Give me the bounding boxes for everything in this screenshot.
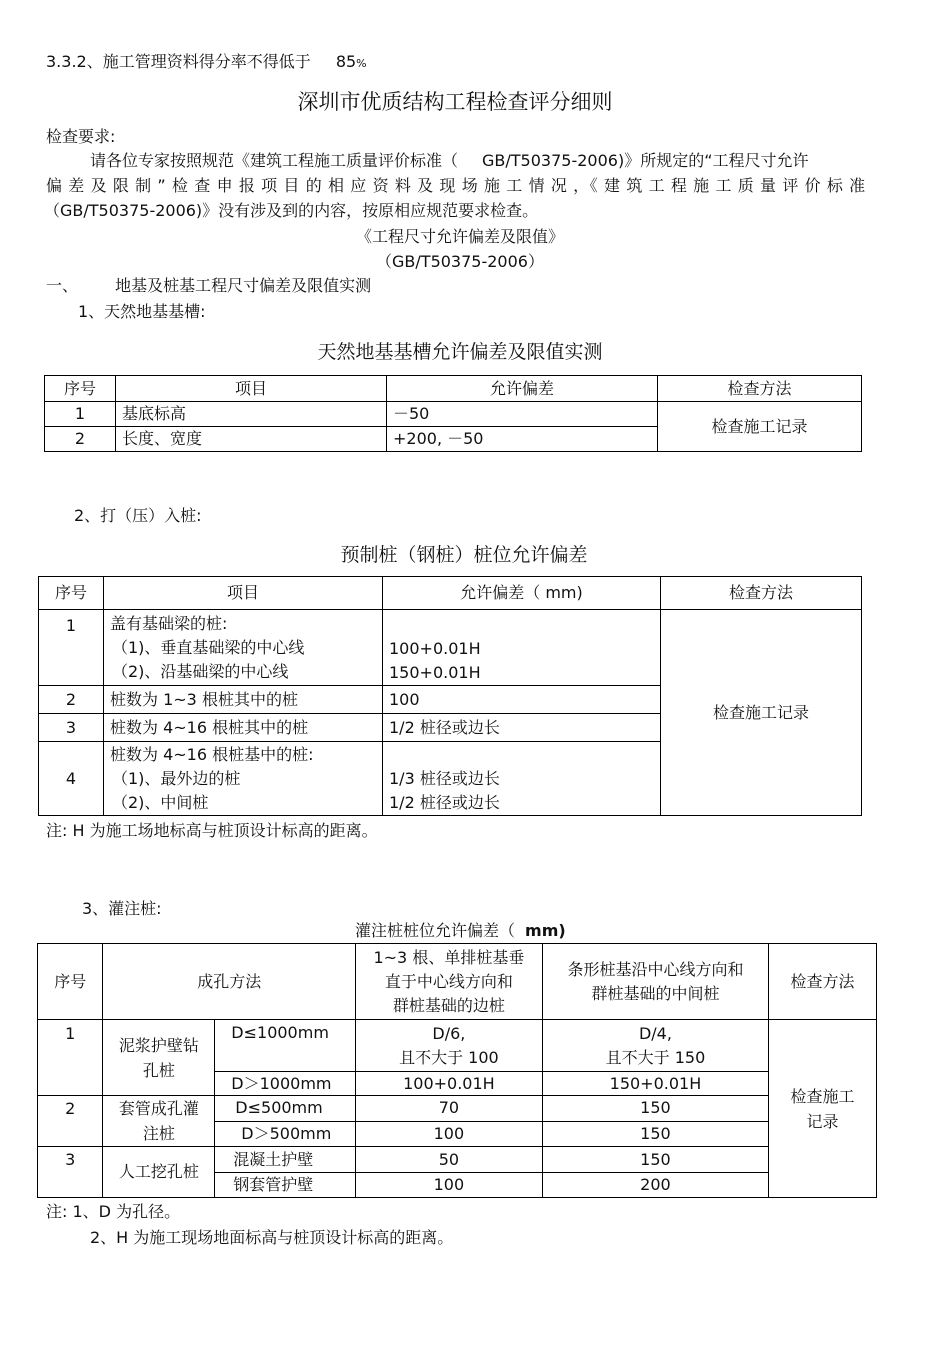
table-3-cell-cond: 混凝土护壁 [215, 1147, 356, 1173]
table-3-cell-no: 2 [38, 1096, 103, 1147]
subsection-2: 2、打（压）入桩: [74, 506, 202, 525]
table-3-cell-name [103, 1020, 215, 1096]
table-3-header-col1-line: 群桩基础的边桩 [392, 995, 505, 1015]
table-1-header-method: 检查方法 [658, 376, 862, 402]
table-3-note-1: 注: 1、D 为孔径。 [46, 1202, 181, 1221]
table-2-header-method: 检查方法 [661, 577, 862, 610]
table-2-cell-item: 桩数为 1~3 根桩其中的桩 [104, 686, 383, 714]
table-1-header-dev: 允许偏差 [387, 376, 658, 402]
table-2-cell-item [104, 610, 383, 686]
table-1-cell-dev: +200, －50 [387, 427, 658, 452]
table-3 [37, 943, 877, 1198]
requirements-code: GB/T50375-2006)》所规定的“工程尺寸允许 [482, 151, 809, 170]
table-2-header-dev: 允许偏差（ mm) [383, 577, 661, 610]
subsection-1: 1、天然地基基槽: [78, 302, 206, 321]
table-2-cell-dev: 100 [383, 686, 661, 714]
table-3-header-check: 检查方法 [769, 944, 877, 1020]
table-2 [38, 576, 862, 816]
requirements-para-1 [90, 151, 808, 171]
table-3-cell-cond: D＞1000mm [215, 1072, 356, 1096]
table-2-header-no: 序号 [39, 577, 104, 610]
table-row [39, 610, 862, 686]
table-3-cell-v2 [542, 1020, 768, 1072]
table-3-header-method: 成孔方法 [103, 944, 356, 1020]
table-row [38, 1096, 877, 1122]
table-3-cell-cond: D≤500mm [215, 1096, 356, 1122]
table-2-item-main: 桩数为 4~16 根桩基中的桩: [110, 744, 314, 764]
requirements-para-3: （GB/T50375-2006)》没有涉及到的内容，按原相应规范要求检查。 [44, 201, 539, 220]
table-3-cell-check [769, 1020, 877, 1198]
table-3-header-col2-line: 群桩基础的中间桩 [591, 983, 720, 1003]
table-2-cell-item: 桩数为 4~16 根桩其中的桩 [104, 714, 383, 742]
table-1-header-no: 序号 [45, 376, 116, 402]
table-3-cell-v2: 150 [542, 1096, 768, 1122]
table-3-name-line: 注桩 [142, 1124, 175, 1143]
table-3-v2-line: D/4, [638, 1023, 672, 1043]
requirements-text-a: 请各位专家按照规范《建筑工程施工质量评价标准（ [90, 151, 459, 170]
table-3-header-col1-line: 直于中心线方向和 [384, 971, 513, 991]
standard-code: （GB/T50375-2006） [376, 252, 544, 271]
table-3-cell-v2: 200 [542, 1173, 768, 1198]
clause-value: 85 [335, 52, 357, 71]
table-3-header-col1 [355, 944, 542, 1020]
table-2-cell-dev [383, 610, 661, 686]
requirements-para-2: 偏 差 及 限 制 ” 检 查 申 报 项 目 的 相 应 资 料 及 现 场 施 工 情 况 ，《 建 筑 工 程 施 工 质 量 评 价 标 准 [46, 176, 866, 195]
table-1-cell-no: 1 [45, 402, 116, 427]
table-1-cell-item: 基底标高 [116, 402, 387, 427]
table-3-cell-v1: 50 [355, 1147, 542, 1173]
table-3-check-line: 检查施工 [790, 1086, 855, 1106]
document-title: 深圳市优质结构工程检查评分细则 [297, 90, 613, 114]
table-row [45, 402, 862, 427]
table-3-v1-line: 且不大于 100 [399, 1047, 499, 1067]
table-3-title [355, 921, 566, 941]
table-3-title-unit: mm) [525, 921, 566, 940]
table-2-cell-dev [383, 742, 661, 816]
table-2-item-sub: （2)、中间桩 [112, 792, 209, 812]
table-2-item-sub: （1)、最外边的桩 [112, 768, 241, 788]
table-1-cell-method: 检查施工记录 [658, 402, 862, 452]
table-1 [44, 375, 862, 452]
table-2-header-item: 项目 [104, 577, 383, 610]
table-3-cell-v1: 100 [355, 1121, 542, 1147]
clause-unit: % [356, 57, 367, 70]
table-3-header-no: 序号 [38, 944, 103, 1020]
table-2-note: 注: H 为施工场地标高与桩顶设计标高的距离。 [46, 821, 378, 840]
table-3-header-col2 [542, 944, 768, 1020]
table-3-cell-v1: 70 [355, 1096, 542, 1122]
table-3-cell-no: 3 [38, 1147, 103, 1198]
table-3-cell-v1 [355, 1020, 542, 1072]
table-2-cell-no: 1 [39, 610, 104, 686]
table-3-cell-v1: 100+0.01H [355, 1072, 542, 1096]
table-3-name-line: 泥浆护壁钻 [118, 1035, 199, 1055]
table-3-cell-name: 人工挖孔桩 [103, 1147, 215, 1198]
table-2-cell-item [104, 742, 383, 816]
table-1-cell-item: 长度、宽度 [116, 427, 387, 452]
section-1-heading [46, 276, 371, 296]
table-3-cell-name [103, 1096, 215, 1147]
table-3-check-line: 记录 [806, 1111, 839, 1131]
table-3-v1-line: D/6, [432, 1023, 466, 1043]
table-1-cell-no: 2 [45, 427, 116, 452]
table-3-v2-line: 且不大于 150 [605, 1047, 706, 1067]
table-2-cell-no: 4 [39, 742, 104, 816]
table-2-dev-line: 1/2 桩径或边长 [389, 793, 500, 812]
table-2-item-main: 盖有基础梁的桩: [110, 613, 228, 633]
table-2-cell-method: 检查施工记录 [661, 610, 862, 816]
table-2-dev-line: 100+0.01H [389, 639, 481, 658]
standard-title: 《工程尺寸允许偏差及限值》 [355, 227, 564, 246]
table-row [38, 1147, 877, 1173]
table-2-cell-no: 2 [39, 686, 104, 714]
table-2-dev-line: 1/3 桩径或边长 [389, 769, 500, 788]
table-2-title: 预制桩（钢桩）桩位允许偏差 [340, 544, 588, 566]
table-2-cell-no: 3 [39, 714, 104, 742]
table-row [38, 1020, 877, 1072]
table-3-cell-no: 1 [38, 1020, 103, 1096]
table-2-item-sub: （2)、沿基础梁的中心线 [112, 661, 289, 681]
table-3-header-col2-line: 条形桩基沿中心线方向和 [567, 959, 744, 979]
section-1-title: 地基及桩基工程尺寸偏差及限值实测 [115, 276, 372, 295]
table-3-cell-cond: D＞500mm [215, 1121, 356, 1147]
table-2-cell-dev: 1/2 桩径或边长 [383, 714, 661, 742]
table-2-item-sub: （1)、垂直基础梁的中心线 [112, 637, 305, 657]
table-1-cell-dev: －50 [387, 402, 658, 427]
table-2-dev-line: 150+0.01H [389, 663, 481, 682]
table-3-note-2: 2、H 为施工现场地面标高与桩顶设计标高的距离。 [90, 1228, 454, 1247]
table-3-title-text: 灌注桩桩位允许偏差（ [355, 921, 516, 940]
table-3-cell-v2: 150 [542, 1121, 768, 1147]
table-3-cell-cond: 钢套管护壁 [215, 1173, 356, 1198]
clause-line [46, 52, 367, 74]
clause-text: 3.3.2、施工管理资料得分率不得低于 [46, 52, 311, 71]
section-1-number: 一、 [46, 276, 79, 295]
table-3-header-col1-line: 1~3 根、单排桩基垂 [373, 947, 525, 967]
table-1-title: 天然地基基槽允许偏差及限值实测 [317, 341, 603, 363]
table-3-cell-cond: D≤1000mm [215, 1020, 356, 1072]
table-3-cell-v2: 150 [542, 1147, 768, 1173]
subsection-3: 3、灌注桩: [82, 899, 162, 918]
table-3-cell-v2: 150+0.01H [542, 1072, 768, 1096]
requirements-label: 检查要求: [46, 127, 116, 146]
table-3-name-line: 套管成孔灌 [118, 1099, 199, 1118]
table-1-header-item: 项目 [116, 376, 387, 402]
table-3-name-line: 孔桩 [142, 1060, 175, 1080]
table-3-cell-v1: 100 [355, 1173, 542, 1198]
